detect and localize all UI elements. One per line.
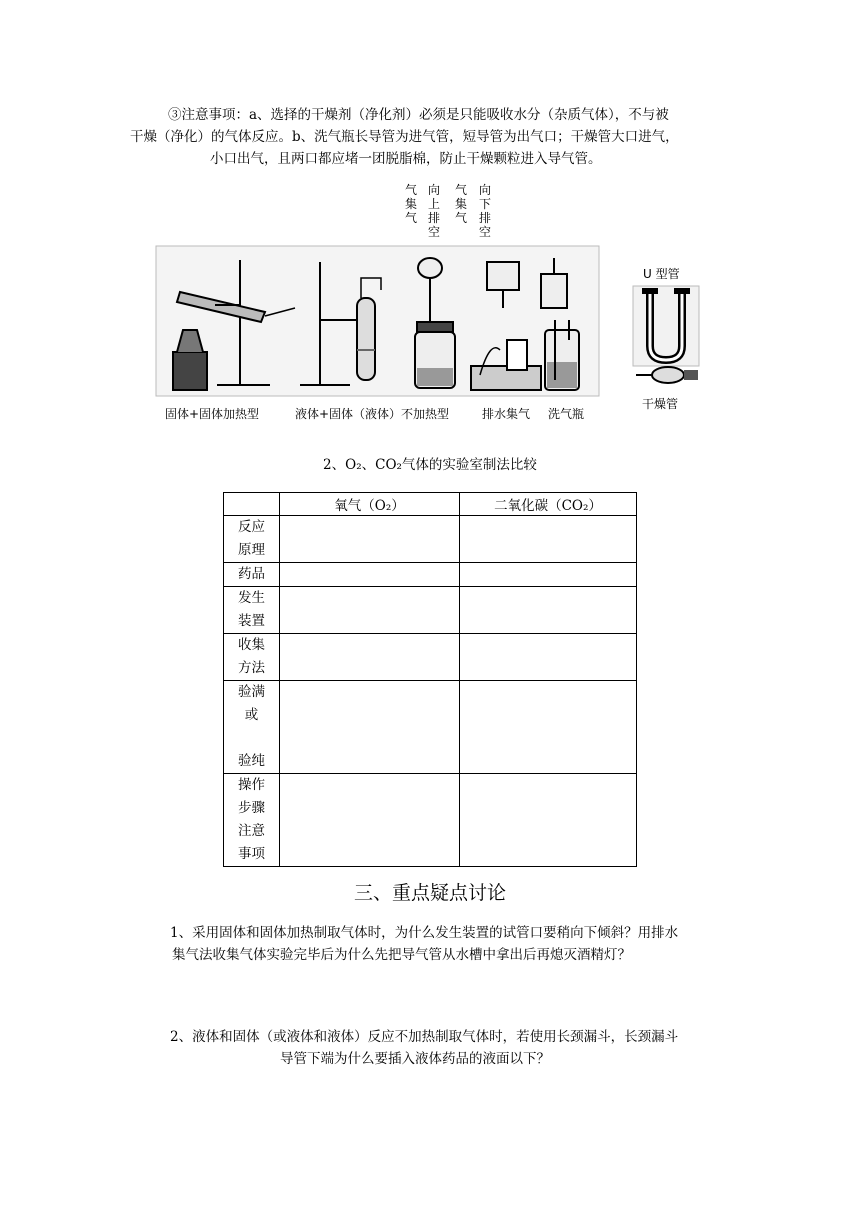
u-tube-label: U 型管 [643, 267, 680, 281]
label-up-air-4: 空 [427, 225, 441, 239]
table-header-co2: 二氧化碳（CO₂） [460, 493, 637, 516]
cell-co2-reaction [460, 516, 637, 563]
table-row [224, 563, 637, 587]
label-up-gas-2: 集 [404, 197, 418, 211]
table-title: 2、O₂、CO₂气体的实验室制法比较 [323, 457, 537, 473]
label-down-air-2: 下 [478, 197, 492, 211]
row-label-reagents: 药品 [224, 563, 280, 587]
question-1-line-1: 1、采用固体和固体加热制取气体时，为什么发生装置的试管口要稍向下倾斜？用排水 [170, 925, 679, 941]
cell-o2-reagents [280, 563, 460, 587]
cell-o2-generator [280, 587, 460, 634]
dry-tube-shape [636, 367, 698, 383]
table-row [224, 681, 637, 774]
table-header-empty [224, 493, 280, 516]
question-2-line-2: 导管下端为什么要插入液体药品的液面以下？ [280, 1051, 550, 1067]
label-up-air-2: 上 [427, 197, 441, 211]
note-line-2: 干燥（净化）的气体反应。b、洗气瓶长导管为进气管，短导管为出气口；干燥管大口进气， [130, 129, 679, 145]
caption-water: 排水集气 [482, 407, 531, 421]
table-row [224, 774, 637, 867]
section-heading: 三、重点疑点讨论 [353, 882, 506, 904]
caption-wash: 洗气瓶 [548, 407, 585, 421]
cell-co2-verify [460, 681, 637, 774]
cell-co2-procedure [460, 774, 637, 867]
note-line-3: 小口出气，且两口都应堵一团脱脂棉，防止干燥颗粒进入导气管。 [210, 151, 602, 167]
apparatus-figure [155, 180, 600, 425]
cell-o2-collection [280, 634, 460, 681]
cell-o2-procedure [280, 774, 460, 867]
label-down-air-4: 空 [478, 225, 492, 239]
question-1-line-2: 集气法收集气体实验完毕后为什么先把导气管从水槽中拿出后再熄灭酒精灯？ [172, 947, 631, 963]
cell-co2-generator [460, 587, 637, 634]
label-down-gas-3: 气 [454, 211, 468, 225]
label-down-air-1: 向 [478, 183, 492, 197]
dry-tube-label: 干燥管 [642, 397, 679, 411]
table-row [224, 634, 637, 681]
table-row [224, 516, 637, 563]
row-label-verify: 验满 或 验纯 [224, 681, 280, 774]
caption-solid-heat: 固体+固体加热型 [165, 407, 260, 421]
row-label-reaction: 反应 原理 [224, 516, 280, 563]
row-label-generator: 发生 装置 [224, 587, 280, 634]
comparison-table [223, 492, 637, 867]
cell-co2-collection [460, 634, 637, 681]
label-up-air-1: 向 [427, 183, 441, 197]
row-label-procedure: 操作 步骤 注意 事项 [224, 774, 280, 867]
label-up-air-3: 排 [427, 211, 441, 225]
label-down-gas-1: 气 [454, 183, 468, 197]
table-header-o2: 氧气（O₂） [280, 493, 460, 516]
label-up-gas-3: 气 [404, 211, 418, 225]
label-up-gas-1: 气 [404, 183, 418, 197]
question-2-line-1: 2、液体和固体（或液体和液体）反应不加热制取气体时，若使用长颈漏斗，长颈漏斗 [170, 1029, 679, 1045]
cell-o2-reaction [280, 516, 460, 563]
cell-o2-verify [280, 681, 460, 774]
u-tube-figure [628, 262, 708, 417]
label-down-gas-2: 集 [454, 197, 468, 211]
note-line-1: ③注意事项：a、选择的干燥剂（净化剂）必须是只能吸收水分（杂质气体），不与被 [168, 107, 669, 123]
table-row [224, 587, 637, 634]
label-down-air-3: 排 [478, 211, 492, 225]
cell-co2-reagents [460, 563, 637, 587]
row-label-collection: 收集 方法 [224, 634, 280, 681]
caption-liquid: 液体+固体（液体）不加热型 [295, 407, 450, 421]
